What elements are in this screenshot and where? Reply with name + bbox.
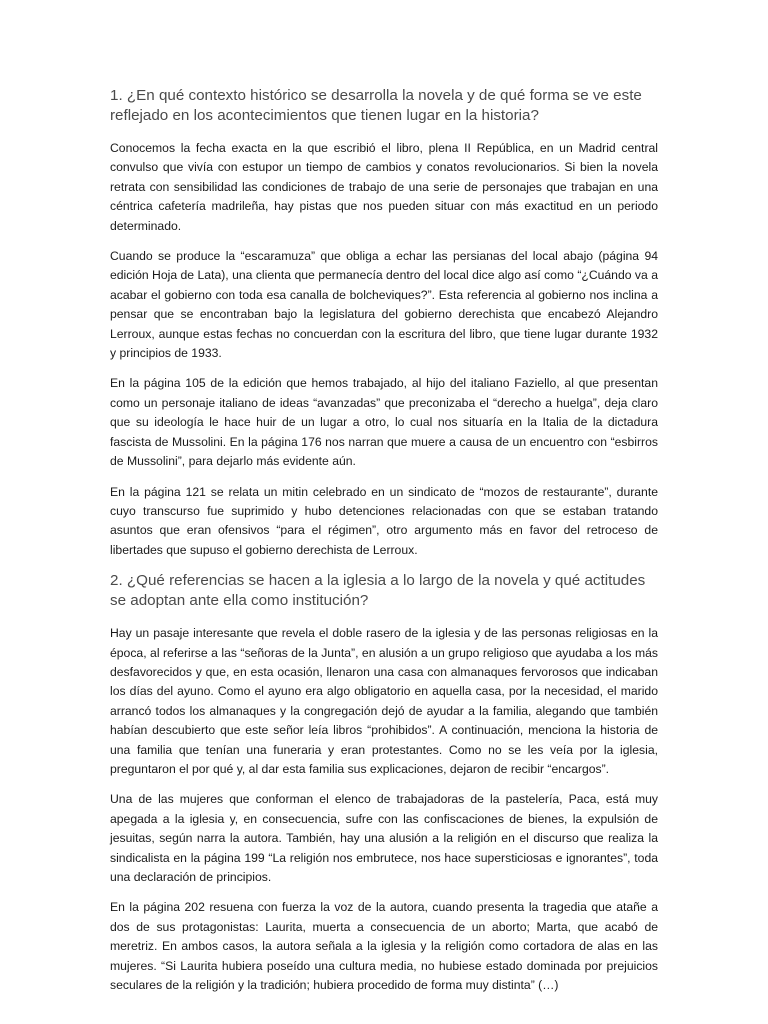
paragraph: Hay un pasaje interesante que revela el doble rasero de la iglesia y de las personas religiosas en la época, al referirse a las “señoras de la Junta”, en alusión a un grupo religioso que ayudaba a los más desfavorecidos y que, en esta ocasión, llenaron una casa con almanaques fervorosos que indicaban los días del ayuno. Como el ayuno era algo obligatorio en aquella casa, por la necesidad, el marido arrancó todos los almanaques y la congregación dejó de ayudar a la familia, alegando que también habían descubierto que este señor leía libros “prohibidos”. A continuación, menciona la historia de una familia que tenían una funeraria y eran protestantes. Como no se les veía por la iglesia, preguntaron el por qué y, al dar esta familia sus explicaciones, dejaron de recibir “encargos”. xyxy=(110,626,658,776)
document-page xyxy=(110,86,658,1006)
paragraph: Cuando se produce la “escaramuza” que obliga a echar las persianas del local abajo (página 94 edición Hoja de Lata), una clienta que permanecía dentro del local dice algo así como “¿Cuándo va a acabar el gobierno con toda esa canalla de bolcheviques?”. Esta referencia al gobierno nos inclina a pensar que se encontraban bajo la legislatura del gobierno derechista que encabezó Alejandro Lerroux, aunque estas fechas no concuerdan con la escritura del libro, que tiene lugar durante 1932 y principios de 1933. xyxy=(110,249,658,361)
paragraph: En la página 202 resuena con fuerza la voz de la autora, cuando presenta la tragedia que atañe a dos de sus protagonistas: Laurita, muerta a consecuencia de un aborto; Marta, que acabó de meretriz. En ambos casos, la autora señala a la iglesia y la religión como cortadora de alas en las mujeres. “Si Laurita hubiera poseído una cultura media, no hubiese estado dominada por prejuicios seculares de la religión y la tradición; hubiera procedido de forma muy distinta” (…) xyxy=(110,900,658,993)
question-1-heading: 1. ¿En qué contexto histórico se desarrolla la novela y de qué forma se ve este reflejado en los acontecimientos que tienen lugar en la historia? xyxy=(110,87,642,124)
paragraph: Una de las mujeres que conforman el elenco de trabajadoras de la pastelería, Paca, está muy apegada a la iglesia y, en consecuencia, sufre con las confiscaciones de bienes, la expulsión de jesuitas, según narra la autora. También, hay una alusión a la religión en el discurso que realiza la sindicalista en la página 199 “La religión nos embrutece, nos hace supersticiosas e ignorantes”, toda una declaración de principios. xyxy=(110,792,658,884)
paragraph: En la página 105 de la edición que hemos trabajado, al hijo del italiano Faziello, al que presentan como un personaje italiano de ideas “avanzadas” que preconizaba el “derecho a huelga”, deja claro que su ideología le hace huir de un lugar a otro, lo cual nos situaría en la Italia de la dictadura fascista de Mussolini. En la página 176 nos narran que muere a causa de un encuentro con “esbirros de Mussolini”, para dejarlo más evidente aún. xyxy=(110,376,658,469)
paragraph: En la página 121 se relata un mitin celebrado en un sindicato de “mozos de restaurante”, durante cuyo transcurso fue suprimido y hubo detenciones relacionadas con que se estaban tratando asuntos que eran ofensivos “para el régimen”, otro argumento más en favor del retroceso de libertades que supuso el gobierno derechista de Lerroux. xyxy=(110,484,658,557)
question-2-heading: 2. ¿Qué referencias se hacen a la iglesia a lo largo de la novela y qué actitudes se adoptan ante ella como institución? xyxy=(110,572,646,610)
paragraph: Conocemos la fecha exacta en la que escribió el libro, plena II República, en un Madrid central convulso que vivía con estupor un tiempo de cambios y conatos revolucionarios. Si bien la novela retrata con sensibilidad las condiciones de trabajo de una serie de personajes que trabajan en una céntrica cafetería madrileña, hay pistas que nos pueden situar con más exactitud en un periodo determinado. xyxy=(110,141,658,233)
